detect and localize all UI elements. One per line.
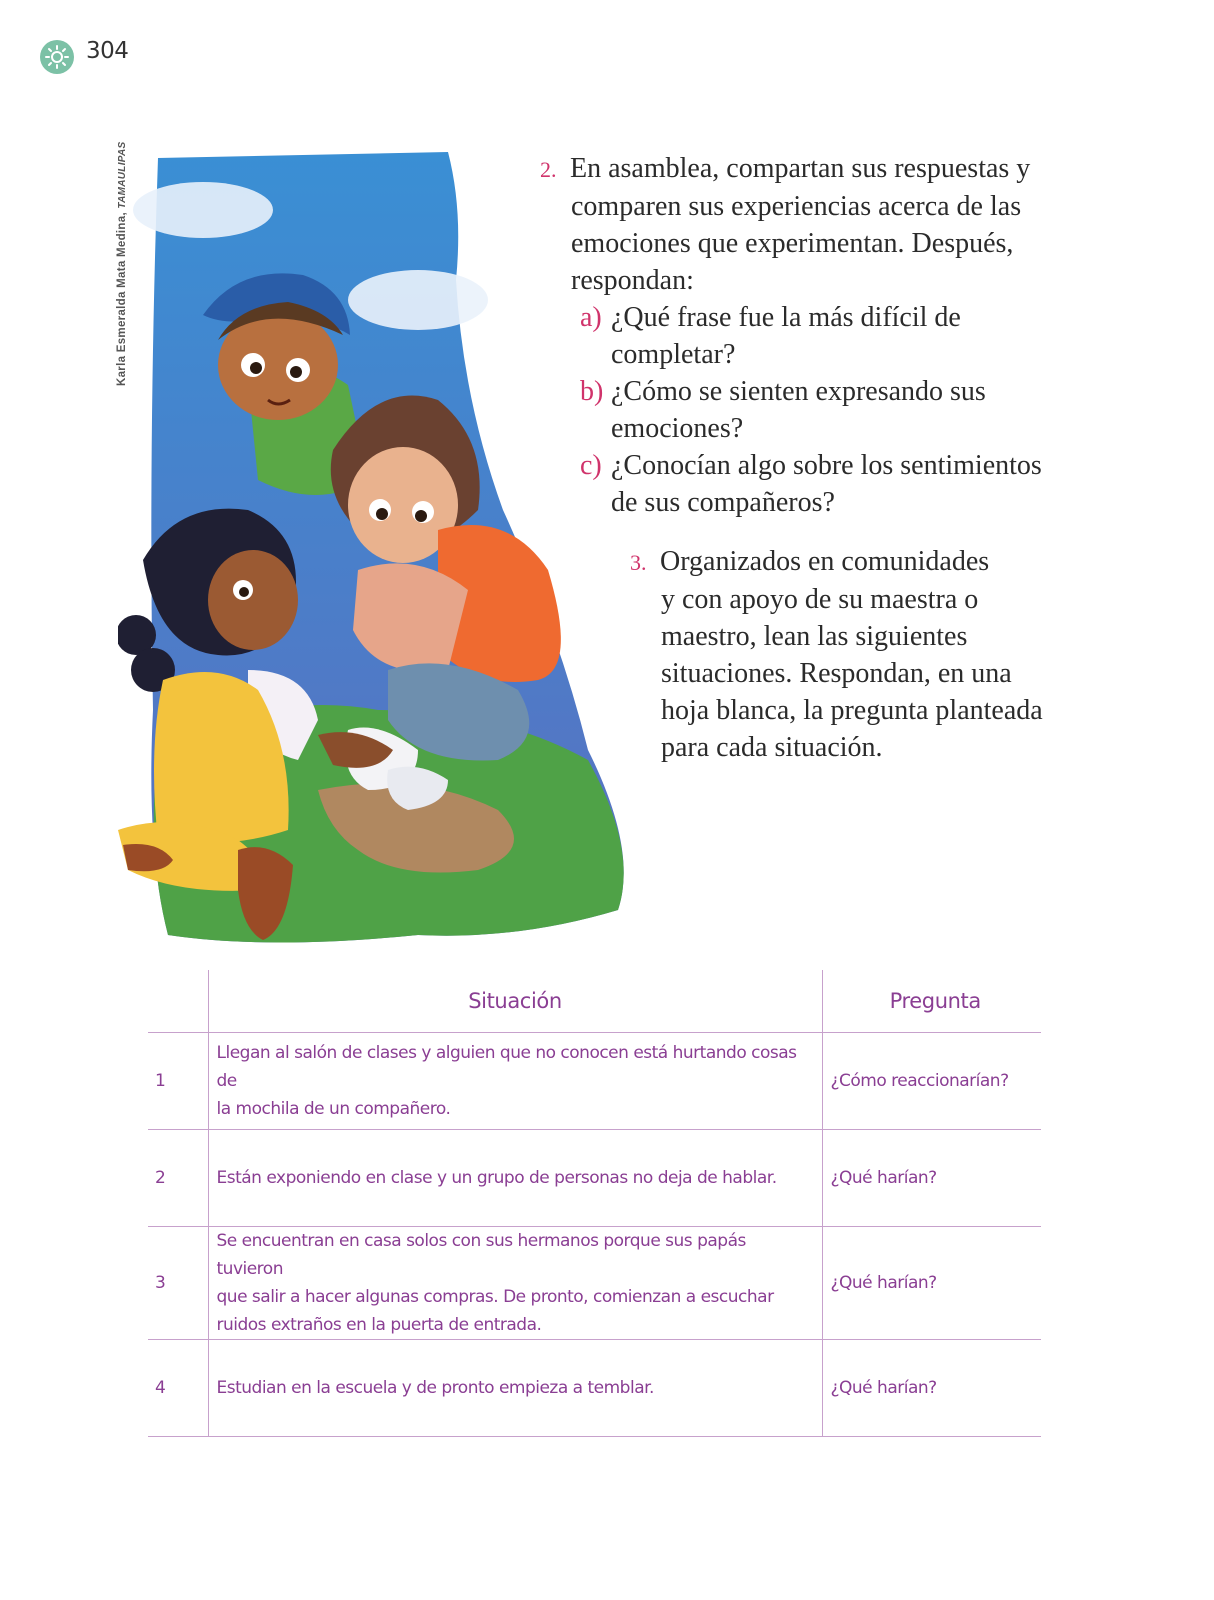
situations-table [148, 970, 1041, 1437]
row-situacion: Llegan al salón de clases y alguien que no conocen está hurtando cosas de la mochila de un compañero. [208, 1033, 822, 1130]
section-icon [40, 40, 74, 74]
subquestion-b-line: emociones? [611, 413, 744, 444]
question-2-line: comparen sus experiencias acerca de las [571, 191, 1022, 222]
subquestion-c-line: de sus compañeros? [611, 487, 835, 518]
question-2 [540, 150, 1040, 521]
subquestion-letter: a) [580, 302, 602, 333]
question-3-line: situaciones. Respondan, en una [661, 658, 1012, 689]
question-3-line: maestro, lean las siguientes [661, 621, 968, 652]
row-pregunta: ¿Qué harían? [822, 1130, 1041, 1227]
table-header-row [148, 970, 1041, 1033]
row-situacion: Estudian en la escuela y de pronto empieza a temblar. [208, 1340, 822, 1437]
header-situacion: Situación [208, 970, 822, 1033]
subquestion-a-line: completar? [611, 339, 736, 370]
row-pregunta: ¿Qué harían? [822, 1227, 1041, 1340]
question-3-line: para cada situación. [661, 732, 883, 763]
question-2-line: 2. En asamblea, compartan sus respuestas y [540, 150, 1040, 188]
table-row [148, 1340, 1041, 1437]
credit-author: Karla Esmeralda Mata Medina, [116, 208, 128, 386]
subquestion-b: b) ¿Cómo se sienten expresando sus [540, 373, 1040, 410]
question-2-line: emociones que experimentan. Después, [571, 228, 1014, 259]
subquestion-a: a) ¿Qué frase fue la más difícil de [540, 299, 1040, 336]
row-number: 2 [148, 1130, 208, 1227]
question-3-line: 3. Organizados en comunidades [630, 543, 1040, 581]
row-number: 1 [148, 1033, 208, 1130]
header-pregunta: Pregunta [822, 970, 1041, 1033]
question-2-line: respondan: [571, 265, 694, 296]
row-pregunta: ¿Cómo reaccionarían? [822, 1033, 1041, 1130]
row-situacion: Se encuentran en casa solos con sus hermanos porque sus papás tuvieron que salir a hacer algunas compras. De pronto, comienzan a escuchar ruidos extraños en la puerta de entrada. [208, 1227, 822, 1340]
credit-place: TAMAULIPAS [117, 141, 128, 209]
row-pregunta: ¿Qué harían? [822, 1340, 1041, 1437]
table-row [148, 1033, 1041, 1130]
page-number: 304 [86, 38, 129, 64]
subquestion-c: c) ¿Conocían algo sobre los sentimientos [540, 447, 1040, 484]
question-2-number: 2. [540, 157, 557, 182]
question-3-line: hoja blanca, la pregunta planteada [661, 695, 1043, 726]
table-row [148, 1130, 1041, 1227]
row-number: 3 [148, 1227, 208, 1340]
subquestion-letter: b) [580, 376, 604, 407]
question-3-number: 3. [630, 550, 647, 575]
row-number: 4 [148, 1340, 208, 1437]
table-row [148, 1227, 1041, 1340]
row-situacion: Están exponiendo en clase y un grupo de personas no deja de hablar. [208, 1130, 822, 1227]
subquestion-letter: c) [580, 450, 602, 481]
question-3-line: y con apoyo de su maestra o [661, 584, 979, 615]
header-number [148, 970, 208, 1033]
question-3 [630, 543, 1043, 766]
